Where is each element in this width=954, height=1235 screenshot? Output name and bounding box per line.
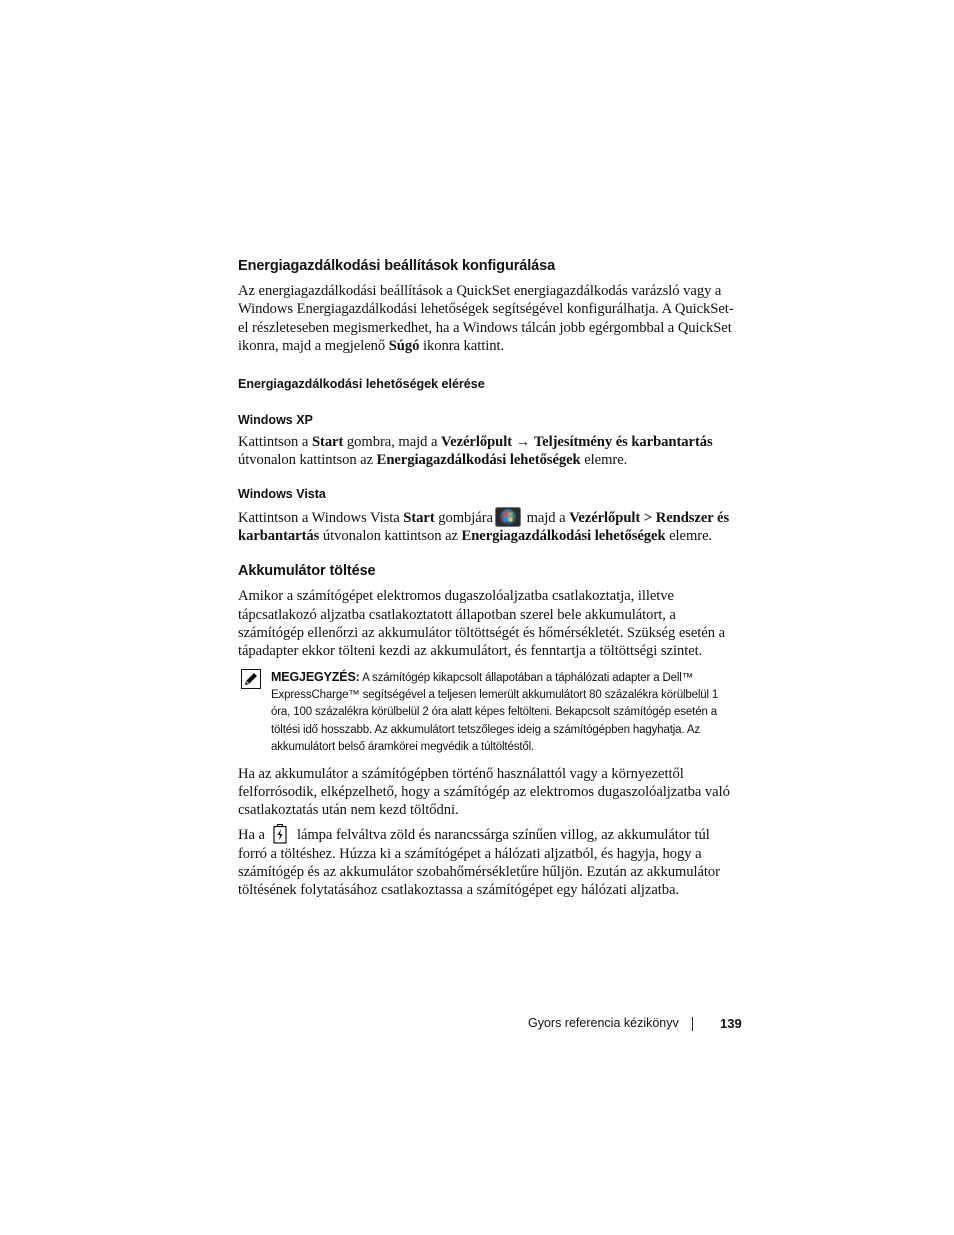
battery-hot-paragraph: Ha az akkumulátor a számítógépben történő használattól vagy a környezettől felforrósodik, elképzelhető, hogy a számítógép az elektromos dugaszolóaljzatba való csatlakoztatás után nem kezd töltődni. — [238, 765, 730, 819]
section-heading-battery-charging: Akkumulátor töltése — [238, 563, 376, 580]
windows-xp-paragraph: Kattintson a Start gombra, majd a Vezérlőpult → Teljesítmény és karbantartás útvonalon kattintson az Energiagazdálkodási lehetőségek elemre. — [238, 434, 713, 469]
power-settings-paragraph: Az energiagazdálkodási beállítások a QuickSet energiagazdálkodás varázsló vagy a Windows Energiagazdálkodási lehetőségek segítségével konfigurálhatja. A QuickSet-el részleteseben megismerkedhet, ha a Windows tálcán jobb egérgombbal a QuickSet ikonra, majd a megjelenő Súgó ikonra kattint. — [238, 283, 734, 354]
footer-title: Gyors referencia kézikönyv — [528, 1016, 679, 1030]
note-pencil-icon — [241, 669, 261, 689]
battery-light-paragraph: Ha a lámpa felváltva zöld és narancssárga színűen villog, az akkumulátor túl forró a töltéshez. Húzza ki a számítógépet a hálózati aljzatból, és hagyja, hogy a számítógép és az akkumulátor szobahőmérsékletűre hűljön. Ezután az akkumulátor töltésének folytatásához csatlakoztassa a számítógépet egy hálózati aljzatba. — [238, 824, 738, 899]
page-number: 139 — [720, 1016, 742, 1031]
note-text: MEGJEGYZÉS: A számítógép kikapcsolt állapotában a táphálózati adapter a Dell™ ExpressCharge™ segítségével a teljesen lemerült akkumulátort 80 százalékra körülbelül 1 óra, 100 százalékra körülbelül 2 óra alatt képes feltölteni. Bekapcsolt számítógép esetén a töltési idő hosszabb. Az akkumulátort tetszőleges ideig a számítógépben hagyhatja. Az akkumulátort belső áramkörei megvédik a túltöltéstől. — [271, 669, 719, 754]
subsection-heading-power-options: Energiagazdálkodási lehetőségek elérése — [238, 377, 485, 392]
windows-start-icon — [495, 507, 521, 527]
section-heading-power-settings: Energiagazdálkodási beállítások konfigurálása — [238, 258, 556, 274]
battery-status-icon — [273, 824, 287, 844]
note-block — [238, 669, 738, 757]
footer-separator — [692, 1017, 693, 1031]
heading-windows-vista: Windows Vista — [238, 486, 326, 501]
heading-windows-xp: Windows XP — [238, 413, 313, 428]
battery-charging-paragraph: Amikor a számítógépet elektromos dugaszolóaljzatba csatlakoztatja, illetve tápcsatlakozó aljzatba csatlakoztatott állapotban szerel bele akkumulátort, a számítógép ellenőrzi az akkumulátor töltöttségét és hőmérsékletét. Szükség esetén a tápadapter ekkor tölteni kezdi az akkumulátort, és fenntartja a töltöttségi szintet. — [238, 588, 726, 660]
page-content — [238, 258, 738, 900]
windows-vista-paragraph: Kattintson a Windows Vista Start gombjára majd a Vezérlőpult > Rendszer és karbantartás útvonalon kattintson az Energiagazdálkodási lehetőségek elemre. — [238, 507, 738, 546]
